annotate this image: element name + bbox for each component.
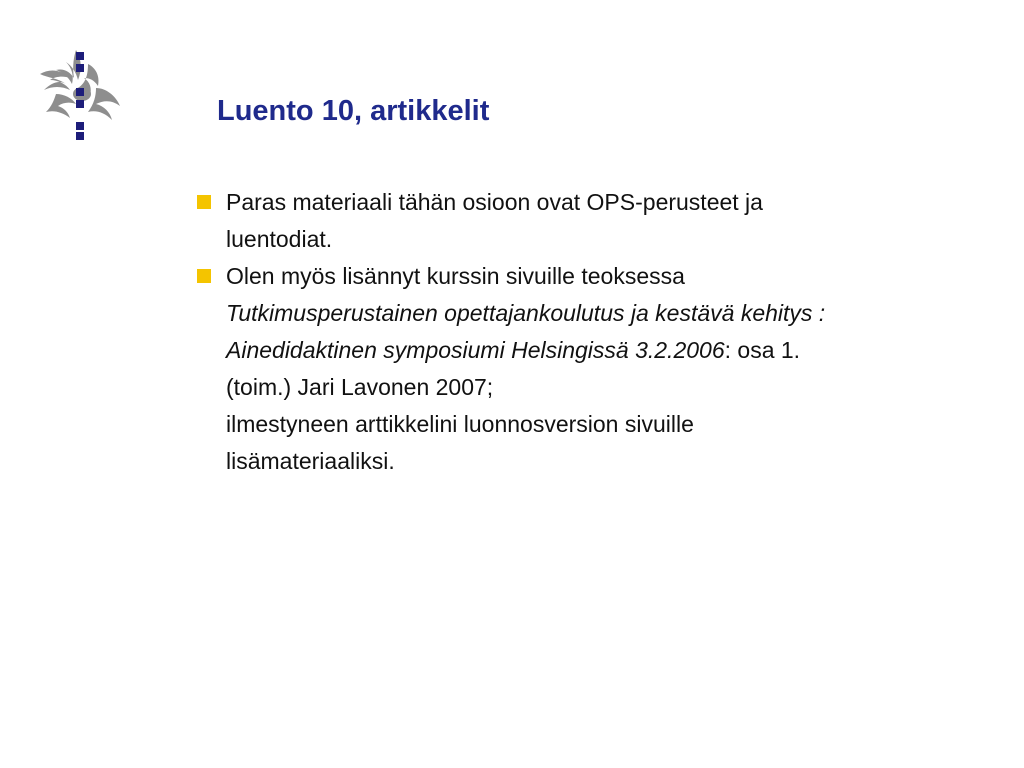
bullet-text-line: Paras materiaali tähän osioon ovat OPS-perusteet ja: [226, 189, 763, 215]
logo-dot: [76, 100, 84, 108]
bullet-item: [196, 184, 986, 258]
logo-dot: [76, 132, 84, 140]
logo-dot: [76, 64, 84, 72]
logo-dot: [76, 88, 84, 96]
square-bullet-icon: [197, 195, 211, 209]
logo-dot: [76, 52, 84, 60]
book-volume: : osa 1.: [724, 337, 801, 363]
bullet-text-line: ilmestyneen arttikkelini luonnosversion sivuille: [226, 411, 694, 437]
bullet-list: [196, 184, 986, 480]
bullet-text-line: lisämateriaaliksi.: [226, 448, 395, 474]
book-title-continued-line: [226, 332, 986, 369]
logo-dot: [76, 122, 84, 130]
book-title-line: Tutkimusperustainen opettajankoulutus ja kestävä kehitys :: [226, 300, 826, 326]
bullet-text-line: Olen myös lisännyt kurssin sivuille teoksessa: [226, 263, 685, 289]
bullet-text-line: luentodiat.: [226, 226, 333, 252]
book-title-italic: Ainedidaktinen symposiumi Helsingissä 3.2.2006: [226, 337, 725, 363]
bullet-item: [196, 258, 986, 480]
slide-title: Luento 10, artikkelit: [217, 95, 490, 127]
logo-dots: [74, 48, 88, 138]
bullet-text-line: (toim.) Jari Lavonen 2007;: [226, 374, 494, 400]
square-bullet-icon: [197, 269, 211, 283]
